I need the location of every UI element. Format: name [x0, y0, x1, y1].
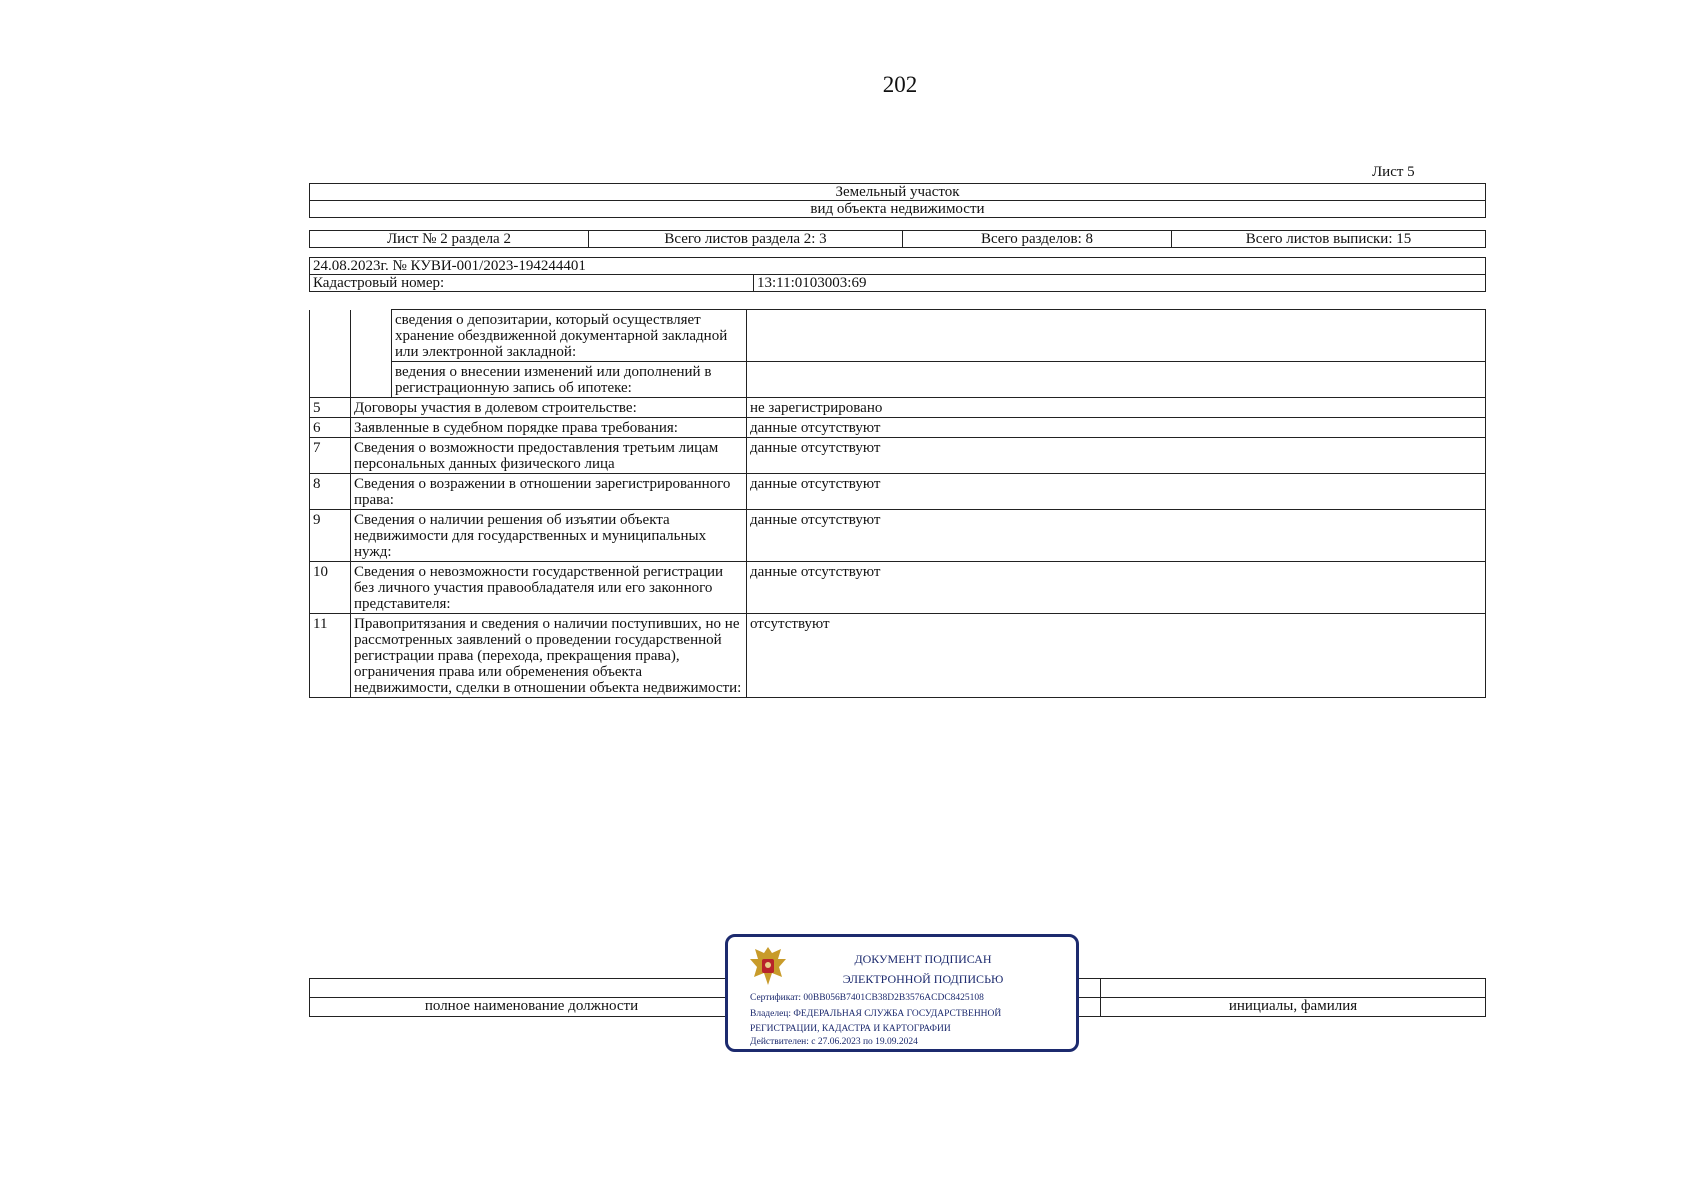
table-row: [310, 438, 1486, 474]
cadastral-label: Кадастровый номер:: [310, 275, 754, 292]
extract-sheets-total: Всего листов выписки: 15: [1172, 231, 1486, 248]
stamp-owner: Владелец: ФЕДЕРАЛЬНАЯ СЛУЖБА ГОСУДАРСТВЕННОЙ: [750, 1009, 1002, 1019]
table-row: [310, 510, 1486, 562]
table-row: [310, 614, 1486, 698]
row-number: 7: [310, 438, 351, 474]
row-label: Заявленные в судебном порядке права требования:: [351, 418, 747, 438]
sheet-info-table: [309, 230, 1486, 248]
sheet-label: Лист 5: [1372, 164, 1415, 180]
name-caption: инициалы, фамилия: [1101, 998, 1486, 1017]
row-value: данные отсутствуют: [747, 474, 1486, 510]
sub-row-value: [747, 310, 1486, 362]
row-number: 5: [310, 398, 351, 418]
table-row: [310, 474, 1486, 510]
name-line: [1101, 979, 1486, 998]
row-value: данные отсутствуют: [747, 438, 1486, 474]
position-caption: полное наименование должности: [310, 998, 754, 1017]
row-number: 6: [310, 418, 351, 438]
row-value: данные отсутствуют: [747, 562, 1486, 614]
coat-of-arms-icon: [748, 943, 788, 989]
row-number: 10: [310, 562, 351, 614]
object-type-table: [309, 183, 1486, 218]
row-label: Сведения о возможности предоставления третьим лицам персональных данных физического лица: [351, 438, 747, 474]
object-type: Земельный участок: [310, 184, 1486, 201]
stamp-subtitle: ЭЛЕКТРОННОЙ ПОДПИСЬЮ: [842, 972, 1004, 986]
table-row: [310, 398, 1486, 418]
row-value: данные отсутствуют: [747, 418, 1486, 438]
row-number: 8: [310, 474, 351, 510]
sheet-number: Лист № 2 раздела 2: [310, 231, 589, 248]
sub-row-label: ведения о внесении изменений или дополнений в регистрационную запись об ипотеке:: [392, 362, 747, 398]
row-number: 9: [310, 510, 351, 562]
row-label: Сведения о возражении в отношении зарегистрированного права:: [351, 474, 747, 510]
sub-row-label: сведения о депозитарии, который осуществляет хранение обездвиженной документарной закладной или электронной закладной:: [392, 310, 747, 362]
table-row: [310, 418, 1486, 438]
sub-row-value: [747, 362, 1486, 398]
table-cell: [351, 310, 392, 398]
row-number: 11: [310, 614, 351, 698]
row-label: Сведения о невозможности государственной регистрации без личного участия правообладателя или его законного представителя:: [351, 562, 747, 614]
electronic-signature-stamp: [725, 934, 1079, 1052]
row-value: не зарегистрировано: [747, 398, 1486, 418]
object-type-caption: вид объекта недвижимости: [310, 201, 1486, 218]
sections-total: Всего разделов: 8: [903, 231, 1172, 248]
page-number: 202: [882, 72, 918, 97]
stamp-certificate: Сертификат: 00BB056B7401CB38D2B3576ACDC8425108: [750, 993, 984, 1003]
row-value: отсутствуют: [747, 614, 1486, 698]
stamp-title: ДОКУМЕНТ ПОДПИСАН: [854, 952, 992, 966]
cadastral-number: 13:11:0103003:69: [754, 275, 1486, 292]
row-value: данные отсутствуют: [747, 510, 1486, 562]
stamp-owner-continued: РЕГИСТРАЦИИ, КАДАСТРА И КАРТОГРАФИИ: [750, 1024, 951, 1034]
doc-reference: 24.08.2023г. № КУВИ-001/2023-194244401: [310, 258, 1486, 275]
stamp-validity: Действителен: с 27.06.2023 по 19.09.2024: [750, 1037, 918, 1047]
row-label: Договоры участия в долевом строительстве:: [351, 398, 747, 418]
table-cell: [310, 310, 351, 398]
doc-ref-table: [309, 257, 1486, 292]
encumbrance-table: [309, 309, 1486, 698]
position-line: [310, 979, 754, 998]
row-label: Сведения о наличии решения об изъятии объекта недвижимости для государственных и муниципальных нужд:: [351, 510, 747, 562]
section-sheets-total: Всего листов раздела 2: 3: [589, 231, 903, 248]
row-label: Правопритязания и сведения о наличии поступивших, но не рассмотренных заявлений о проведении государственной регистрации права (перехода, прекращения права), ограничения права или обременения объекта недвижимости, сделки в отношении объекта недвижимости:: [351, 614, 747, 698]
table-row: [310, 562, 1486, 614]
